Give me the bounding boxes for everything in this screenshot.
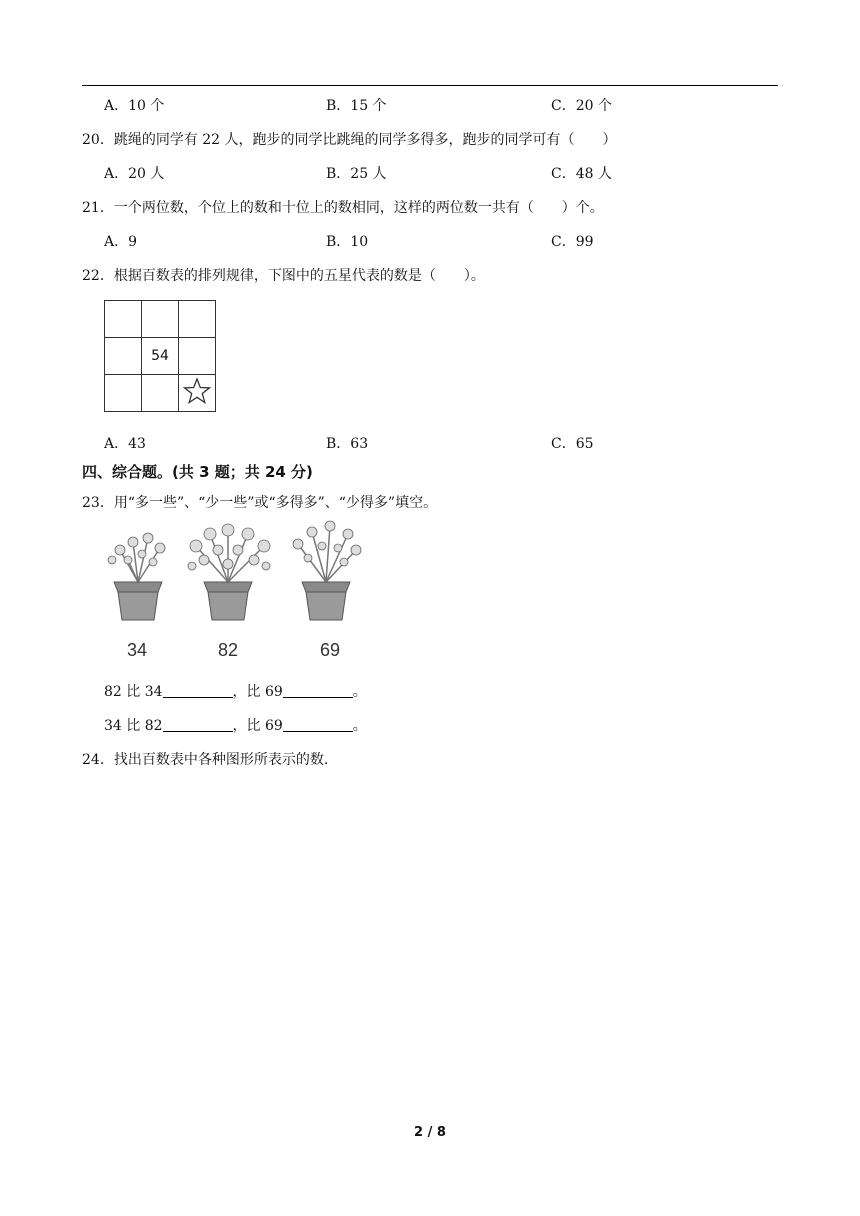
q19-option-b: B．15 个: [326, 98, 387, 114]
hundred-chart-fragment: [104, 300, 216, 412]
grid-cell: [105, 301, 142, 338]
question-21: 21．一个两位数，个位上的数和十位上的数相同，这样的两位数一共有（ ）个。: [82, 200, 604, 216]
pot-label-2: 82: [218, 640, 239, 660]
question-23: 23．用“多一些”、“少一些”或“多得多”、“少得多”填空。: [82, 495, 438, 511]
q23-line2-end: 。: [352, 718, 367, 734]
grid-cell: [142, 375, 179, 412]
q23-line1-end: 。: [352, 684, 367, 700]
grid-cell-star: [179, 375, 216, 412]
q19-option-c: C．20 个: [551, 98, 612, 114]
grid-cell: [179, 301, 216, 338]
question-24: 24．找出百数表中各种图形所表示的数.: [82, 752, 329, 768]
pot-label-1: 34: [127, 640, 148, 660]
q21-option-b: B．10: [326, 234, 369, 250]
q23-line2-part-b: ，比 69: [232, 718, 283, 734]
pot-label-3: 69: [320, 640, 341, 660]
grid-cell: [105, 338, 142, 375]
q20-option-b: B．25 人: [326, 166, 387, 182]
grid-cell: [105, 375, 142, 412]
q21-option-a: A．9: [104, 234, 138, 250]
flower-pots-image: [98, 520, 368, 630]
q23-line1-part-a: 82 比 34: [104, 684, 163, 700]
q22-option-b: B．63: [326, 436, 369, 452]
answer-blank[interactable]: [283, 717, 353, 732]
grid-cell: [142, 301, 179, 338]
header-rule: [82, 85, 778, 86]
flower-pot-icon: [293, 521, 361, 620]
q20-option-a: A．20 人: [104, 166, 165, 182]
answer-blank[interactable]: [163, 717, 233, 732]
q21-option-c: C．99: [551, 234, 594, 250]
q20-option-c: C．48 人: [551, 166, 612, 182]
q23-line-1: [104, 681, 367, 701]
flower-pot-icon: [188, 524, 270, 620]
q23-line-2: [104, 715, 367, 735]
question-20: 20．跳绳的同学有 22 人，跑步的同学比跳绳的同学多得多，跑步的同学可有（ ）: [82, 132, 617, 148]
flower-pot-icon: [108, 533, 165, 620]
q22-option-a: A．43: [104, 436, 146, 452]
grid-cell-54: 54: [142, 338, 179, 375]
star-icon: [183, 377, 211, 405]
question-22: 22．根据百数表的排列规律，下图中的五星代表的数是（ ）。: [82, 268, 485, 284]
q22-option-c: C．65: [551, 436, 594, 452]
answer-blank[interactable]: [283, 683, 353, 698]
answer-blank[interactable]: [163, 683, 233, 698]
q23-line1-part-b: ，比 69: [232, 684, 283, 700]
section-heading: 四、综合题。(共 3 题；共 24 分): [82, 463, 313, 481]
q23-line2-part-a: 34 比 82: [104, 718, 163, 734]
page-number: 2 / 8: [414, 1125, 446, 1140]
flower-pots-illustration: [98, 520, 368, 665]
q19-option-a: A．10 个: [104, 98, 165, 114]
grid-cell: [179, 338, 216, 375]
